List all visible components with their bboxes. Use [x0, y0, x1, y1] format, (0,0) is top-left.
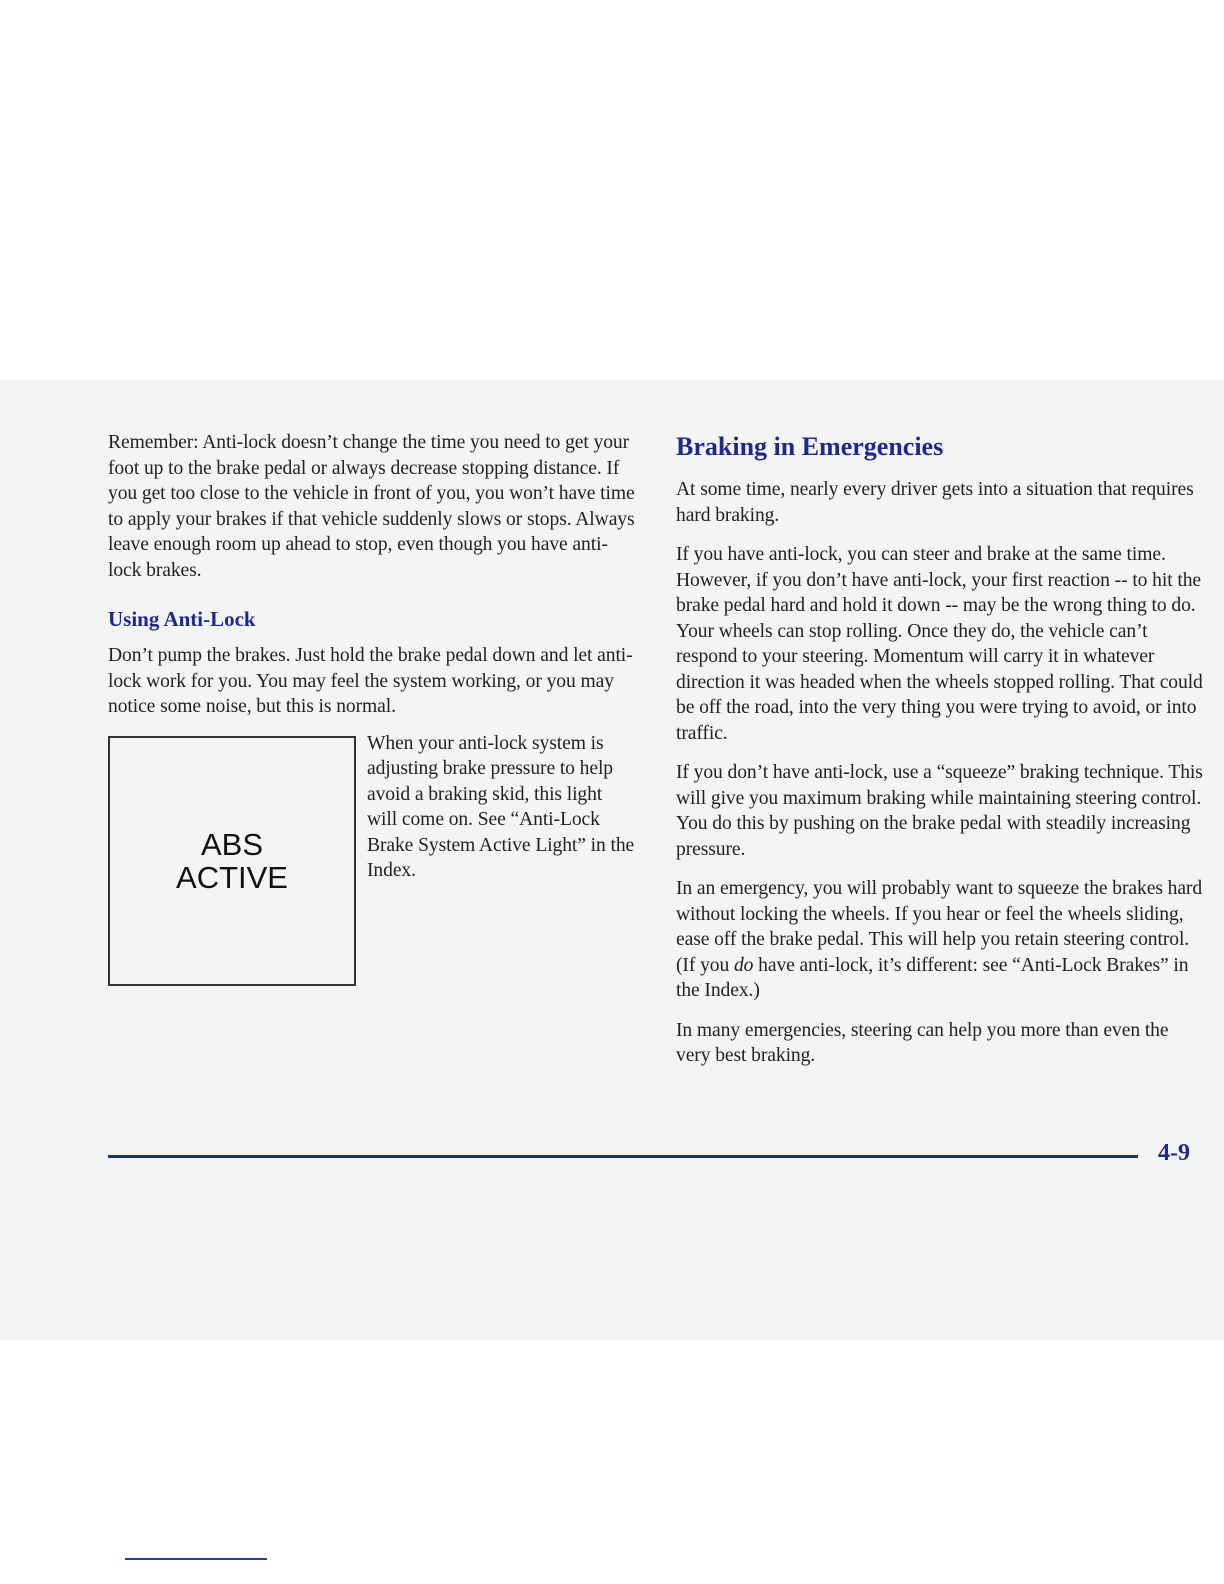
emergency-paragraph-4 — [676, 876, 1204, 1004]
abs-figure — [108, 734, 638, 994]
emergency-paragraph-5: In many emergencies, steering can help you more than even the very best braking. — [676, 1019, 1169, 1066]
page-number: 4-9 — [1158, 1140, 1190, 1166]
paragraph-4-text-start: In an emergency, you will probably want to squeeze the brakes hard without locking the wheels. If you hear or feel the wheels sliding, ease off the brake pedal. This will help you retain steering control. (If you — [676, 878, 1203, 976]
footer-divider — [108, 1155, 1138, 1158]
pump-brakes-paragraph: Don’t pump the brakes. Just hold the brake pedal down and let anti-lock work for you. You may feel the system working, or you may notice some noise, but this is normal. — [108, 645, 633, 717]
right-column — [676, 430, 1204, 1083]
emergency-paragraph-3: If you don’t have anti-lock, use a “squeeze” braking technique. This will give you maximum braking while maintaining steering control. You do this by pushing on the brake pedal with steadily increasing pressure. — [676, 762, 1203, 860]
emergency-paragraph-1: At some time, nearly every driver gets into a situation that requires hard braking. — [676, 479, 1194, 526]
abs-indicator-line1: ABS — [200, 826, 264, 862]
braking-in-emergencies-heading: Braking in Emergencies — [676, 432, 944, 461]
bottom-link-underline — [125, 1558, 267, 1560]
abs-indicator-line2: ACTIVE — [176, 859, 288, 895]
left-column — [108, 430, 638, 994]
using-anti-lock-heading: Using Anti-Lock — [108, 607, 256, 631]
emergency-paragraph-2: If you have anti-lock, you can steer and brake at the same time. However, if you don’t have anti-lock, your first reaction -- to hit the brake pedal hard and hold it down -- may be the wrong thing to do. Your wheels can stop rolling. Once they do, the vehicle can’t respond to your steering. Momentum will carry it in whatever direction it was headed when the wheels stopped rolling. That could be off the road, into the very thing you were trying to avoid, or into traffic. — [676, 544, 1203, 744]
paragraph-4-emphasis: do — [733, 954, 754, 976]
intro-paragraph: Remember: Anti-lock doesn’t change the time you need to get your foot up to the brake pedal or always decrease stopping distance. If you get too close to the vehicle in front of you, you won’t have time to apply your brakes if that vehicle suddenly slows or stops. Always leave enough room up ahead to stop, even though you have anti-lock brakes. — [108, 432, 635, 581]
abs-indicator-caption: When your anti-lock system is adjusting brake pressure to help avoid a braking skid, this light will come on. See “Anti-Lock Brake System Active Light” in the Index. — [367, 732, 635, 881]
paragraph-4-text-end: have anti-lock, it’s different: see “Anti-Lock Brakes” in the Index.) — [676, 954, 1189, 1001]
abs-active-indicator — [108, 736, 356, 986]
